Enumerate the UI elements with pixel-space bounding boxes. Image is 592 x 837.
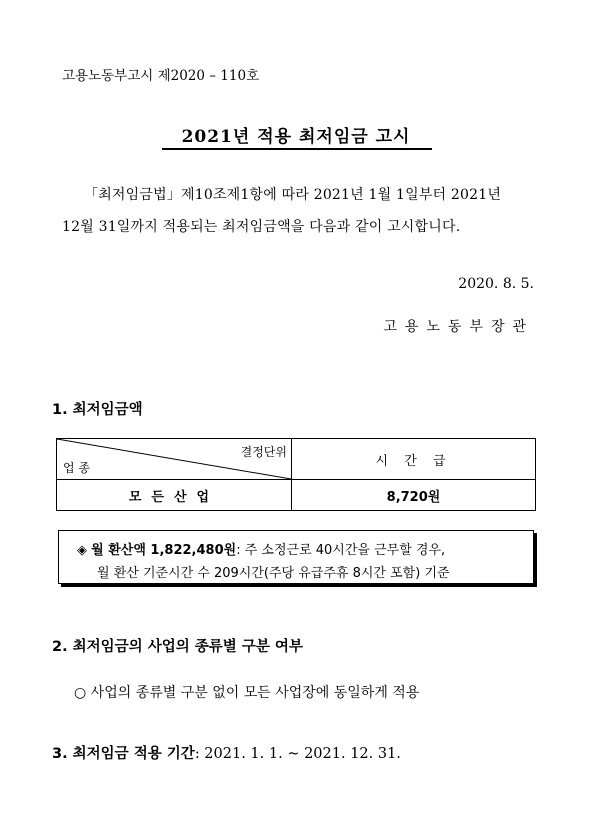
diag-top-label: 결정단위 <box>240 445 287 459</box>
title-underline <box>162 148 432 150</box>
document-title: 2021년 적용 최저임금 고시 <box>181 127 411 147</box>
hourly-wage-header: 시 간 급 <box>292 439 536 480</box>
diag-bottom-label: 업 종 <box>63 461 90 475</box>
note-text-1: : 주 소정근로 40시간을 근무할 경우, <box>236 543 446 558</box>
body-line-1: 「최저임금법」제10조제1항에 따라 2021년 1월 1일부터 2021년 <box>84 187 502 203</box>
table-row <box>57 480 536 511</box>
minimum-wage-table <box>56 438 536 511</box>
notice-date: 2020. 8. 5. <box>458 276 534 292</box>
section-3-title: 3. 최저임금 적용 기간 <box>52 746 195 762</box>
hourly-wage-cell: 8,720원 <box>292 480 536 511</box>
section-3-heading <box>52 742 401 763</box>
section-3-period: : 2021. 1. 1. ~ 2021. 12. 31. <box>194 746 401 762</box>
monthly-amount-label: 월 환산액 1,822,480원 <box>91 543 237 558</box>
issuer-name: 고용노동부장관 <box>383 319 534 335</box>
section-2-heading: 2. 최저임금의 사업의 종류별 구분 여부 <box>52 639 303 655</box>
section-1-heading: 1. 최저임금액 <box>52 402 143 418</box>
note-text-2: 월 환산 기준시간 수 209시간(주당 유급주휴 8시간 포함) 기준 <box>97 566 450 581</box>
section-2-bullet: ○ 사업의 종류별 구분 없이 모든 사업장에 동일하게 적용 <box>74 685 420 701</box>
diamond-icon: ◈ <box>77 543 87 558</box>
table-header-row <box>57 439 536 480</box>
body-line-2: 12월 31일까지 적용되는 최저임금액을 다음과 같이 고시합니다. <box>62 219 461 235</box>
diagonal-header-cell <box>57 439 292 480</box>
monthly-conversion-note <box>58 530 534 584</box>
notice-number: 고용노동부고시 제2020 – 110호 <box>62 68 260 84</box>
industry-cell: 모든산업 <box>57 480 292 511</box>
